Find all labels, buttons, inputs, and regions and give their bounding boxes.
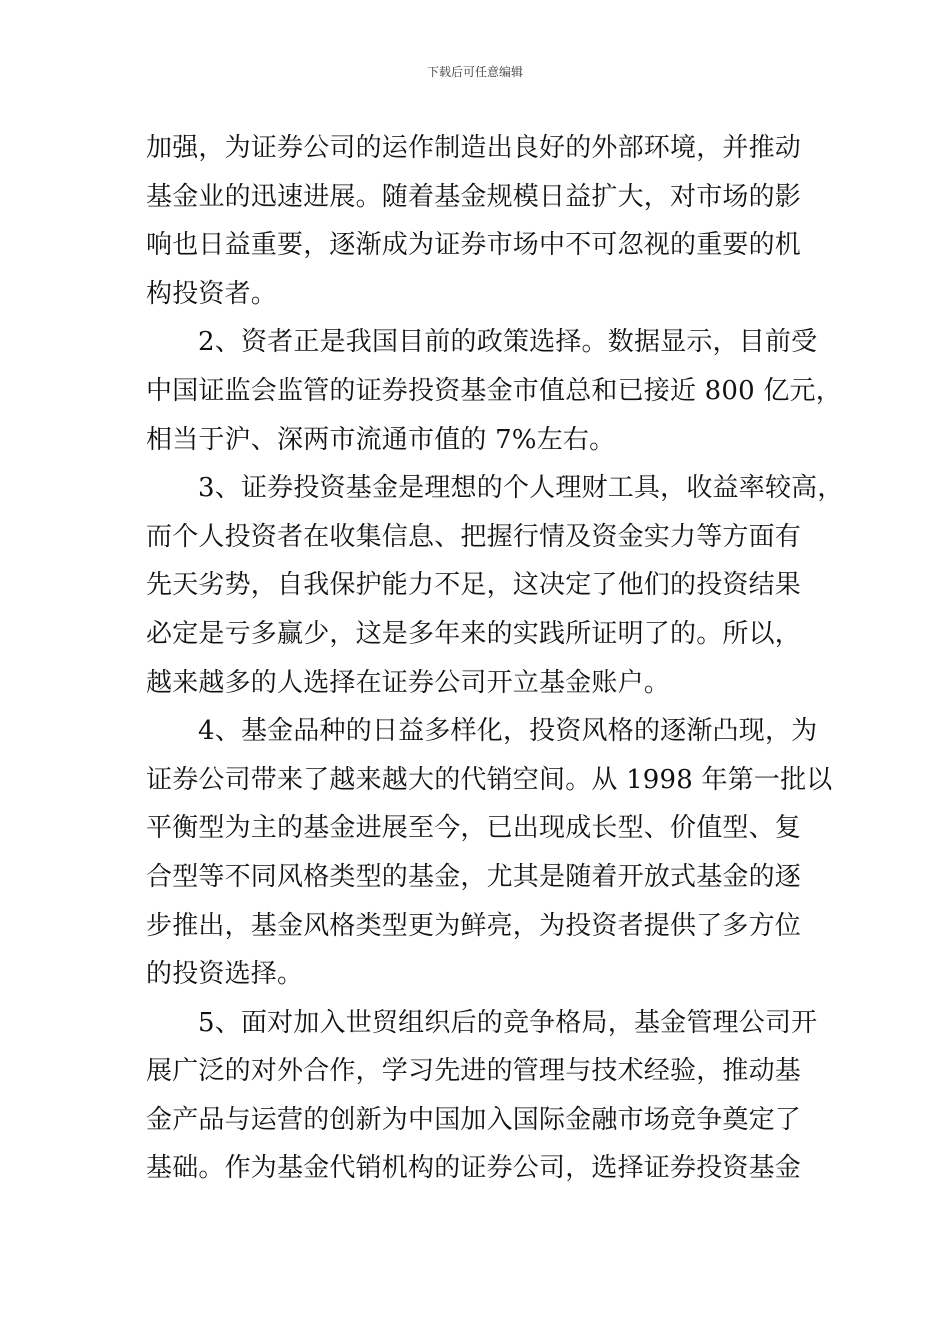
paragraph-4 (146, 707, 833, 999)
text-line: 而个人投资者在收集信息、把握行情及资金实力等方面有 (146, 521, 802, 552)
text-line: 响也日益重要，逐渐成为证券市场中不可忽视的重要的机 (146, 230, 802, 261)
paragraph-5 (146, 999, 826, 1193)
text-line: 步推出，基金风格类型更为鲜亮，为投资者提供了多方位 (146, 910, 802, 941)
text-line: 必定是亏多赢少，这是多年来的实践所证明了的。所以， (146, 618, 802, 649)
text-line: 中国证监会监管的证券投资基金市值总和已接近 800 亿元， (146, 375, 842, 406)
text-line: 越来越多的人选择在证券公司开立基金账户。 (146, 667, 671, 698)
page-header: 下载后可任意编辑 (426, 65, 523, 79)
text-line: 5、面对加入世贸组织后的竞争格局，基金管理公司开 (198, 1007, 818, 1038)
text-line: 证券公司带来了越来越大的代销空间。从 1998 年第一批以 (146, 764, 833, 795)
paragraph-2 (146, 318, 842, 464)
text-line: 2、资者正是我国目前的政策选择。数据显示，目前受 (198, 327, 818, 358)
text-line: 平衡型为主的基金进展至今，已出现成长型、价值型、复 (146, 813, 802, 844)
document-body (146, 124, 844, 1193)
text-line: 合型等不同风格类型的基金，尤其是随着开放式基金的逐 (146, 861, 802, 892)
text-line: 3、证券投资基金是理想的个人理财工具，收益率较高， (198, 473, 844, 504)
text-line: 构投资者。 (146, 278, 278, 309)
text-line: 的投资选择。 (146, 959, 304, 990)
text-line: 基金业的迅速进展。随着基金规模日益扩大，对市场的影 (146, 181, 802, 212)
text-line: 金产品与运营的创新为中国加入国际金融市场竞争奠定了 (146, 1104, 802, 1135)
text-line: 展广泛的对外合作，学习先进的管理与技术经验，推动基 (146, 1056, 802, 1087)
text-line: 基础。作为基金代销机构的证券公司，选择证券投资基金 (146, 1153, 802, 1184)
text-line: 相当于沪、深两市流通市值的 7%左右。 (146, 424, 616, 455)
paragraph-1 (146, 124, 826, 318)
text-line: 加强，为证券公司的运作制造出良好的外部环境，并推动 (146, 133, 802, 163)
paragraph-3 (146, 464, 844, 707)
text-line: 4、基金品种的日益多样化，投资风格的逐渐凸现，为 (198, 716, 818, 747)
text-line: 先天劣势，自我保护能力不足，这决定了他们的投资结果 (146, 570, 802, 601)
